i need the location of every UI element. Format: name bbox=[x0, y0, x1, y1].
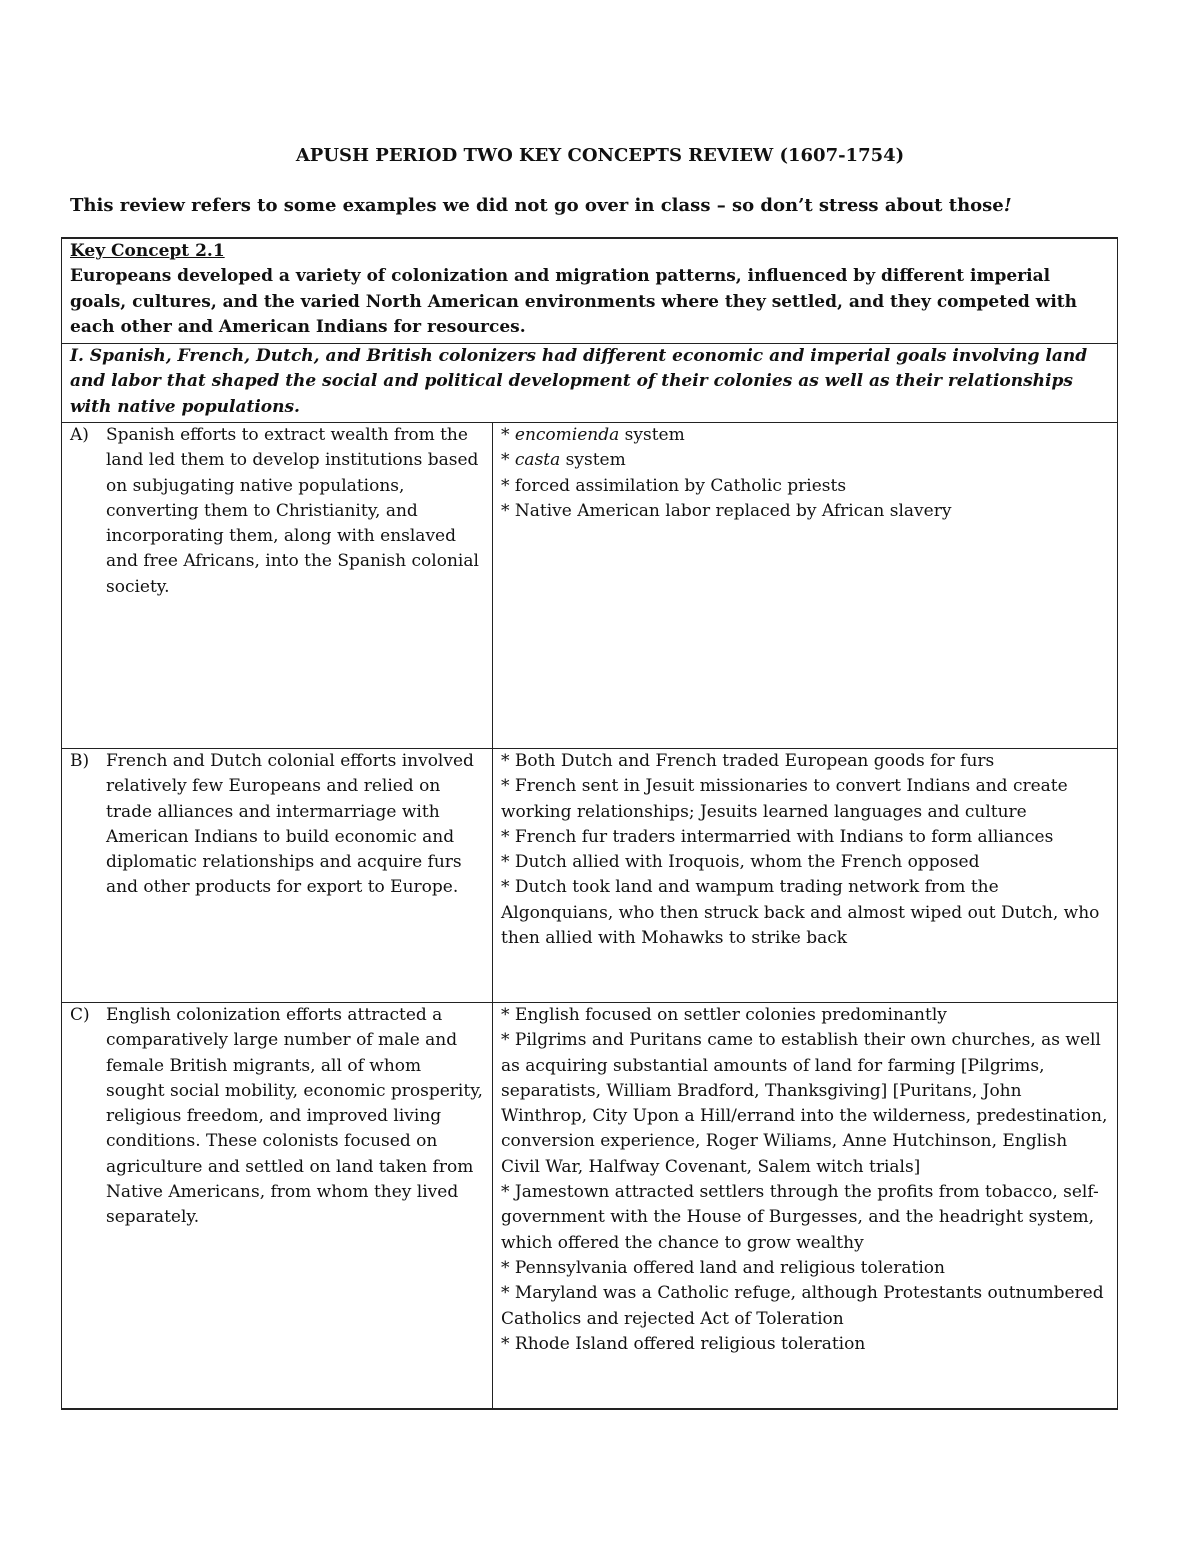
table-row-a bbox=[62, 423, 1118, 749]
row-c-letter: C) bbox=[70, 1005, 90, 1025]
key-concept-text: Europeans developed a variety of colonization and migration patterns, influenced by different imperial goals, cultures, and the varied North American environments where they settled, and they competed with each other and American Indians for resources. bbox=[70, 266, 1077, 337]
row-c-example: * Pilgrims and Puritans came to establish their own churches, as well as acquiring substantial amounts of land for farming [Pilgrims, separatists, William Bradford, Thanksgiving] [Puritans, John Winthrop, City Upon a Hill/errand into the wilderness, predestination, conversion experience, Roger Wiliams, Anne Hutchinson, English Civil War, Halfway Covenant, Salem witch trials] bbox=[501, 1030, 1108, 1177]
section-cell bbox=[62, 344, 1118, 423]
row-c-description-cell bbox=[62, 1003, 493, 1410]
row-b-examples-cell bbox=[493, 749, 1118, 1003]
row-c-description: English colonization efforts attracted a comparatively large number of male and female British migrants, all of whom sought social mobility, economic prosperity, religious freedom, and improved living conditions. These colonists focused on agriculture and settled on land taken from Native Americans, from whom they lived separately. bbox=[106, 1005, 483, 1228]
row-b-letter: B) bbox=[70, 751, 90, 771]
row-a-letter: A) bbox=[70, 425, 89, 445]
row-c-example: * Jamestown attracted settlers through the profits from tobacco, self-government with the House of Burgesses, and the headright system, which offered the chance to grow wealthy bbox=[501, 1182, 1099, 1253]
key-concept-cell bbox=[62, 238, 1118, 344]
row-b-example: * Both Dutch and French traded European goods for furs bbox=[501, 751, 995, 771]
row-b-example: * Dutch took land and wampum trading network from the Algonquians, who then struck back and almost wiped out Dutch, who then allied with Mohawks to strike back bbox=[501, 877, 1100, 949]
row-a-description: Spanish efforts to extract wealth from the land led them to develop institutions based on subjugating native populations, converting them to Christianity, and incorporating them, along with enslaved and free Africans, into the Spanish colonial society. bbox=[106, 425, 479, 597]
row-c-example: * Rhode Island offered religious toleration bbox=[501, 1333, 866, 1354]
row-a-example: * Native American labor replaced by African slavery bbox=[501, 500, 952, 521]
row-c-examples-cell bbox=[493, 1003, 1118, 1410]
row-c-example: * Maryland was a Catholic refuge, although Protestants outnumbered Catholics and rejected Act of Toleration bbox=[501, 1283, 1104, 1329]
row-a-example: * encomienda system bbox=[501, 425, 685, 445]
table-row-c bbox=[62, 1003, 1118, 1410]
intro-note bbox=[70, 193, 1012, 219]
section-heading: I. Spanish, French, Dutch, and British colonizers had different economic and imperial goals involving land and labor that shaped the social and political development of their colonies as well as their relationships with native populations. bbox=[70, 346, 1088, 417]
intro-exclamation: ! bbox=[1003, 195, 1012, 216]
section-row bbox=[62, 344, 1118, 423]
row-b-example: * French fur traders intermarried with Indians to form alliances bbox=[501, 826, 1054, 847]
row-c-example: * Pennsylvania offered land and religious toleration bbox=[501, 1257, 945, 1278]
key-concept-title: Key Concept 2.1 bbox=[70, 241, 225, 261]
row-c-example: * English focused on settler colonies predominantly bbox=[501, 1005, 947, 1025]
row-a-description-cell bbox=[62, 423, 493, 749]
key-concept-row bbox=[62, 238, 1118, 344]
row-b-example: * Dutch allied with Iroquois, whom the French opposed bbox=[501, 852, 980, 873]
key-concepts-table bbox=[61, 237, 1118, 1410]
page-title: APUSH PERIOD TWO KEY CONCEPTS REVIEW (1607-1754) bbox=[295, 145, 905, 166]
row-b-description-cell bbox=[62, 749, 493, 1003]
table-row-b bbox=[62, 749, 1118, 1003]
row-a-example: * forced assimilation by Catholic priests bbox=[501, 475, 847, 496]
intro-text: This review refers to some examples we did not go over in class – so don’t stress about those bbox=[70, 195, 1004, 216]
row-a-example: * casta system bbox=[501, 450, 626, 471]
row-a-examples-cell bbox=[493, 423, 1118, 749]
row-b-example: * French sent in Jesuit missionaries to convert Indians and create working relationships; Jesuits learned languages and culture bbox=[501, 776, 1068, 822]
row-b-description: French and Dutch colonial efforts involved relatively few Europeans and relied on trade alliances and intermarriage with American Indians to build economic and diplomatic relationships and acquire furs and other products for export to Europe. bbox=[106, 751, 474, 898]
